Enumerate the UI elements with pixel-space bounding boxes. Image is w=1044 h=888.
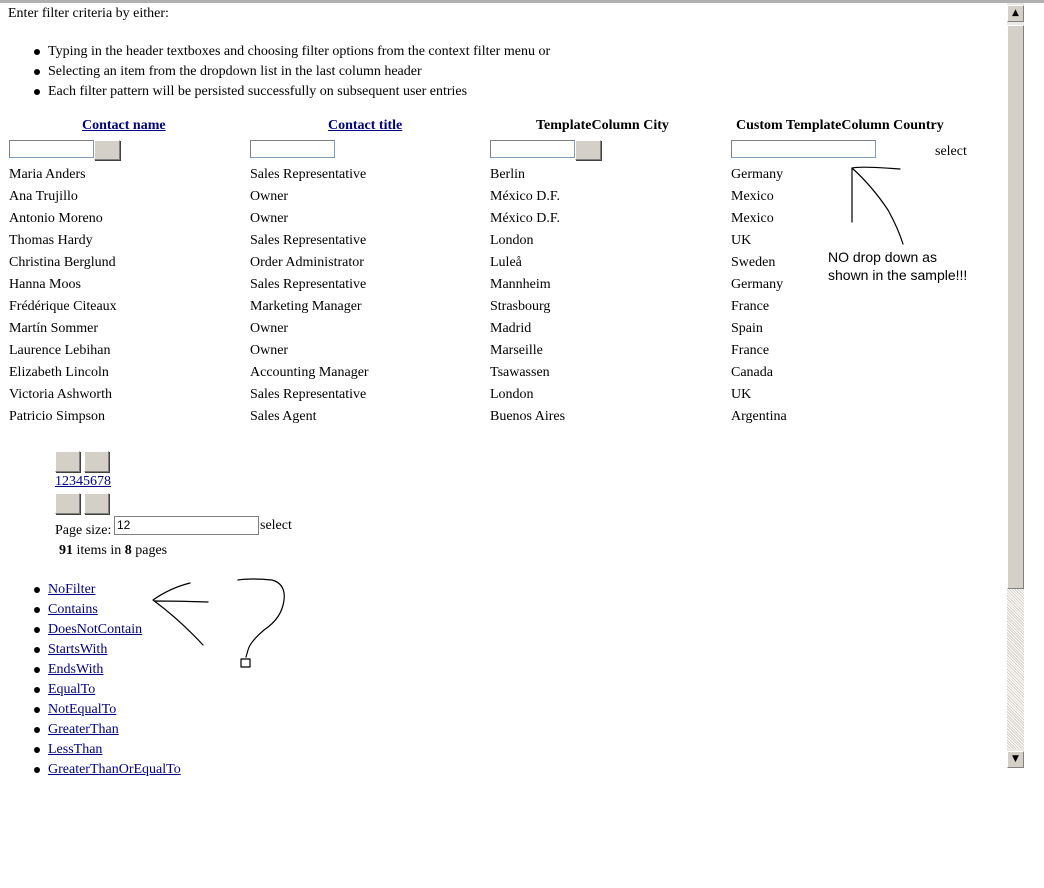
cell-city: Berlin	[490, 167, 525, 182]
cell-country: France	[731, 343, 770, 358]
filter-link-doesnotcontain[interactable]: DoesNotContain	[48, 622, 143, 637]
cell-contact-title: Sales Representative	[250, 167, 367, 182]
sort-link-contact-title[interactable]: Contact title	[328, 118, 403, 133]
question-mark-drawing	[238, 579, 284, 657]
country-select-label[interactable]: select	[935, 144, 967, 159]
cell-contact-name: Maria Anders	[9, 167, 86, 182]
cell-contact-name: Antonio Moreno	[9, 211, 103, 226]
instruction-item: Selecting an item from the dropdown list in the last column header	[48, 62, 550, 82]
cell-contact-name: Hanna Moos	[9, 277, 81, 292]
filter-link-greaterthan[interactable]: GreaterThan	[48, 722, 119, 737]
page-link-7[interactable]: 7	[97, 474, 104, 489]
cell-country: UK	[731, 387, 752, 402]
cell-contact-name: Victoria Ashworth	[9, 387, 112, 402]
cell-city: Luleå	[490, 255, 522, 270]
items-in-text: items in	[73, 543, 125, 558]
scroll-down-icon[interactable]: ▼	[1007, 751, 1024, 768]
vertical-scrollbar[interactable]	[1007, 3, 1024, 768]
page-size-label: Page size:	[55, 523, 112, 538]
page-link-4[interactable]: 4	[76, 474, 83, 489]
cell-city: London	[490, 233, 534, 248]
cell-contact-name: Elizabeth Lincoln	[9, 365, 109, 380]
cell-contact-title: Accounting Manager	[250, 365, 369, 380]
cell-contact-name: Thomas Hardy	[9, 233, 93, 248]
cell-contact-name: Laurence Lebihan	[9, 343, 111, 358]
cell-country: Germany	[731, 277, 784, 292]
cell-contact-name: Christina Berglund	[9, 255, 116, 270]
cell-city: Mannheim	[490, 277, 551, 292]
page-link-8[interactable]: 8	[104, 474, 111, 489]
page-size-input[interactable]: 12	[114, 516, 259, 535]
cell-country: Canada	[731, 365, 773, 380]
cell-city: Marseille	[490, 343, 543, 358]
cell-contact-name: Ana Trujillo	[9, 189, 78, 204]
cell-contact-title: Owner	[250, 321, 289, 336]
instruction-item: Typing in the header textboxes and choosing filter options from the context filter menu or	[48, 42, 550, 62]
sort-link-contact-name[interactable]: Contact name	[82, 118, 166, 133]
scroll-up-icon[interactable]: ▲	[1007, 5, 1024, 22]
cell-contact-title: Marketing Manager	[250, 299, 362, 314]
filter-link-equalto[interactable]: EqualTo	[48, 682, 96, 697]
cell-city: Buenos Aires	[490, 409, 566, 424]
annotation-arrow	[153, 583, 208, 645]
cell-country: Mexico	[731, 189, 774, 204]
question-mark-dot	[241, 659, 250, 667]
pages-text: pages	[131, 543, 168, 558]
page-size-select-label[interactable]: select	[260, 518, 292, 533]
cell-contact-name: Martín Sommer	[9, 321, 99, 336]
cell-country: UK	[731, 233, 752, 248]
cell-contact-title: Sales Representative	[250, 233, 367, 248]
header-city: TemplateColumn City	[536, 118, 669, 133]
cell-city: México D.F.	[490, 189, 561, 204]
cell-city: London	[490, 387, 534, 402]
intro-text: Enter filter criteria by either:	[8, 6, 169, 21]
cell-contact-name: Patricio Simpson	[9, 409, 106, 424]
scrollbar-thumb[interactable]	[1007, 25, 1024, 589]
filter-link-lessthan[interactable]: LessThan	[48, 742, 103, 757]
cell-contact-title: Sales Representative	[250, 277, 367, 292]
cell-country: Germany	[731, 167, 784, 182]
total-items: 91	[59, 543, 73, 558]
header-country: Custom TemplateColumn Country	[736, 118, 944, 133]
filter-link-endswith[interactable]: EndsWith	[48, 662, 104, 677]
cell-city: Tsawassen	[490, 365, 550, 380]
cell-contact-title: Owner	[250, 343, 289, 358]
page-viewport	[0, 3, 1007, 777]
cell-city: México D.F.	[490, 211, 561, 226]
cell-contact-title: Sales Agent	[250, 409, 317, 424]
filter-link-greaterthanorequalto[interactable]: GreaterThanOrEqualTo	[48, 762, 181, 777]
cell-country: Argentina	[731, 409, 787, 424]
cell-contact-title: Order Administrator	[250, 255, 364, 270]
cell-city: Madrid	[490, 321, 532, 336]
annotation-arrow	[852, 167, 903, 244]
filter-link-startswith[interactable]: StartsWith	[48, 642, 108, 657]
page-link-3[interactable]: 3	[69, 474, 76, 489]
page-link-6[interactable]: 6	[90, 474, 97, 489]
cell-contact-name: Frédérique Citeaux	[9, 299, 117, 314]
total-pages: 8	[124, 543, 132, 558]
page-link-5[interactable]: 5	[83, 474, 90, 489]
cell-country: Mexico	[731, 211, 774, 226]
page-link-1[interactable]: 1	[55, 474, 62, 489]
page-link-2[interactable]: 2	[62, 474, 69, 489]
instruction-item: Each filter pattern will be persisted successfully on subsequent user entries	[48, 82, 550, 102]
cell-country: Spain	[731, 321, 763, 336]
cell-contact-title: Owner	[250, 211, 289, 226]
filter-link-contains[interactable]: Contains	[48, 602, 98, 617]
cell-contact-title: Owner	[250, 189, 289, 204]
filter-link-notequalto[interactable]: NotEqualTo	[48, 702, 117, 717]
cell-contact-title: Sales Representative	[250, 387, 367, 402]
filter-link-nofilter[interactable]: NoFilter	[48, 582, 96, 597]
scrollbar-track[interactable]	[1007, 589, 1024, 749]
annotation-line: shown in the sample!!!	[828, 267, 968, 283]
cell-city: Strasbourg	[490, 299, 551, 314]
cell-country: Sweden	[731, 255, 776, 270]
cell-country: France	[731, 299, 770, 314]
annotation-line: NO drop down as	[828, 249, 937, 265]
